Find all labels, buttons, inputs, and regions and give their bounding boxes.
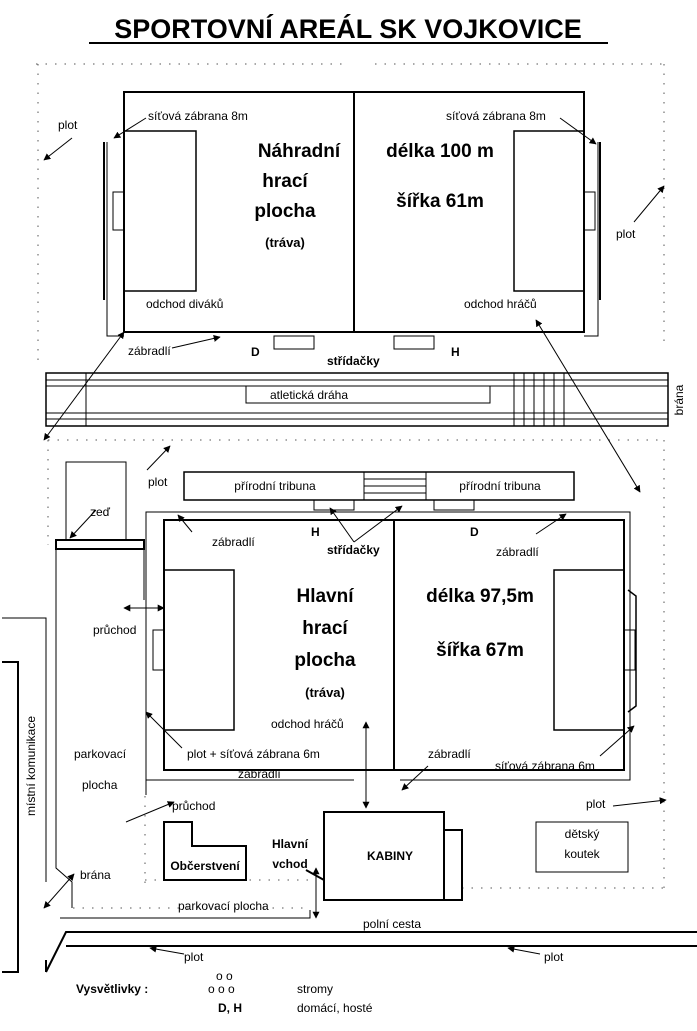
refreshments-label: Občerstvení: [170, 859, 240, 873]
main-exit-players-label: odchod hráčů: [271, 717, 344, 731]
legend-heading: Vysvětlivky :: [76, 982, 149, 996]
upper-field-surface: (tráva): [265, 235, 305, 250]
gate-left-label: brána: [80, 868, 111, 882]
playground-2-label: koutek: [564, 847, 600, 861]
left-structures: [2, 462, 697, 972]
legend-dh-symbol: D, H: [218, 1001, 242, 1015]
parking-1-label: parkovací: [74, 747, 127, 761]
main-field-name-1: Hlavní: [296, 586, 354, 607]
fence-5-label: plot: [184, 950, 204, 964]
main-home-mark: D: [470, 525, 479, 539]
fence-net-label: plot + síťová zábrana 6m: [187, 747, 320, 761]
changing-rooms-label: KABINY: [366, 849, 414, 863]
wall-label: zeď: [90, 505, 111, 519]
fence-4-label: plot: [586, 797, 606, 811]
legend-trees-symbol-row: o o o: [208, 982, 235, 996]
playground-1-label: dětský: [564, 827, 600, 841]
upper-field-name-2: hrací: [262, 171, 308, 192]
legend-dh-label: domácí, hosté: [297, 1001, 373, 1015]
tribune-left-label: přírodní tribuna: [234, 479, 316, 493]
passage-1-label: průchod: [93, 623, 137, 637]
exit-spectators-label: odchod diváků: [146, 297, 224, 311]
tribune-right-label: přírodní tribuna: [459, 479, 541, 493]
fence-6-label: plot: [544, 950, 564, 964]
local-road-label: místní komunikace: [24, 715, 38, 817]
fence-2-label: plot: [616, 227, 636, 241]
legend-trees-label: stromy: [297, 982, 333, 996]
main-net-right-label: síťová zábrana 6m: [495, 759, 595, 773]
main-railing-3-label: zábradlí: [428, 747, 471, 761]
upper-net-left-label: síťová zábrana 8m: [148, 109, 248, 123]
main-field-name-2: hrací: [302, 618, 348, 639]
upper-exit-players-label: odchod hráčů: [464, 297, 537, 311]
main-railing-2-label: zábradlí: [496, 545, 539, 559]
upper-home-mark: D: [251, 345, 260, 359]
main-away-mark: H: [311, 525, 320, 539]
main-entrance-1-label: Hlavní: [271, 837, 309, 851]
upper-field-name-3: plocha: [254, 201, 316, 222]
main-field: [153, 520, 635, 770]
upper-field-width: šířka 61m: [396, 191, 484, 212]
main-field-name-3: plocha: [294, 650, 356, 671]
main-field-length: délka 97,5m: [426, 586, 534, 607]
main-entrance-2-label: vchod: [272, 857, 308, 871]
gate-right-label: brána: [672, 384, 686, 416]
legend-trees-symbol: o o: [216, 969, 233, 983]
upper-field-length: délka 100 m: [386, 141, 494, 162]
athletic-track: [46, 373, 668, 426]
fence-1-label: plot: [58, 118, 78, 132]
upper-railing-label: zábradlí: [128, 344, 171, 358]
fence-3-label: plot: [148, 475, 168, 489]
main-railing-4-label: zábradlí: [238, 767, 281, 781]
upper-field-name-1: Náhradní: [257, 141, 341, 162]
upper-away-mark: H: [451, 345, 460, 359]
main-field-surface: (tráva): [305, 685, 345, 700]
track-label: atletická dráha: [269, 388, 349, 402]
field-road-label: polní cesta: [362, 917, 422, 931]
parking-bottom-label: parkovací plocha: [178, 899, 269, 913]
passage-2-label: průchod: [172, 799, 216, 813]
lower-arrows: [44, 446, 666, 954]
upper-benches-label: střídačky: [327, 354, 380, 368]
parking-2-label: plocha: [82, 778, 118, 792]
main-field-width: šířka 67m: [436, 640, 524, 661]
main-railing-1-label: zábradlí: [212, 535, 255, 549]
main-benches-label: střídačky: [327, 543, 380, 557]
page-title: SPORTOVNÍ AREÁL SK VOJKOVICE: [114, 14, 582, 44]
tree-rows: [36, 64, 664, 908]
upper-net-right-label: síťová zábrana 8m: [446, 109, 546, 123]
